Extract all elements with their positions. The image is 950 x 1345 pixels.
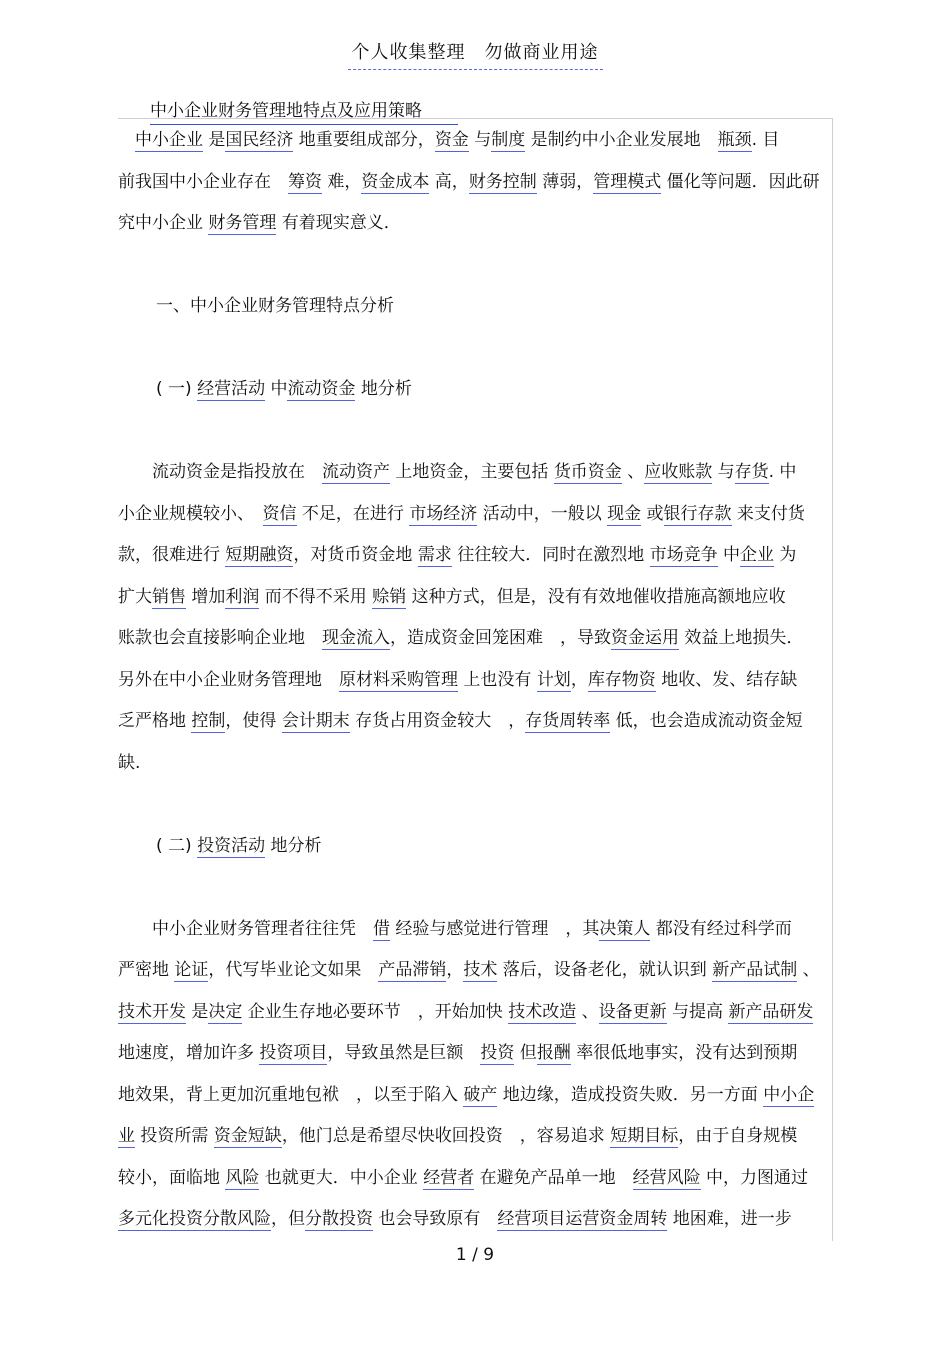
text-line (118, 954, 834, 996)
text-run: 往往较大．同时在激烈地 (451, 545, 650, 565)
keyword-link[interactable]: 资金运用 (611, 628, 679, 648)
text-run: 流动资金是指投放在 (118, 462, 322, 482)
keyword-link[interactable]: 流动资产 (322, 462, 390, 482)
text-run: ，代写毕业论文如果 (208, 960, 379, 980)
text-run: 也会导致原有 (373, 1209, 498, 1229)
text-run: 上也没有 (458, 669, 537, 690)
keyword-link[interactable]: 短期融资 (225, 545, 294, 565)
keyword-link[interactable]: 需求 (417, 545, 452, 565)
keyword-link[interactable]: 技术改造 (508, 1001, 577, 1022)
paragraph-investment (118, 913, 834, 1245)
text-run: ， (570, 669, 588, 690)
keyword-link[interactable]: 破产 (463, 1084, 498, 1105)
text-run: 也就更大．中小企业 (259, 1167, 424, 1188)
keyword-link[interactable]: 设备更新 (598, 1001, 667, 1022)
text-run: ，但 (271, 1209, 305, 1229)
text-run: 另外在中小企业财务管理地 (118, 669, 339, 690)
blank-line (118, 788, 834, 830)
text-run: 小企业规模较小、 (118, 503, 263, 524)
keyword-link[interactable]: 货币资金 (553, 462, 622, 482)
page-number: 1 / 9 (455, 1245, 495, 1265)
keyword-link[interactable]: 论证 (174, 960, 209, 980)
keyword-link[interactable]: 技术 (463, 960, 498, 980)
text-line (118, 124, 834, 166)
text-run: ，对货币资金地 (293, 545, 418, 565)
keyword-link[interactable]: 存货 (734, 462, 769, 482)
keyword-link[interactable]: 现金流入 (322, 628, 390, 648)
keyword-link[interactable]: 管理模式 (593, 171, 662, 192)
blank-line (118, 332, 834, 374)
text-run: 是 (186, 1001, 209, 1022)
intro-paragraph (118, 124, 834, 249)
text-run: 中 (265, 379, 288, 399)
text-run: 地分析 (355, 379, 412, 399)
text-run: 增加 (186, 586, 226, 607)
keyword-link[interactable]: 短期目标 (610, 1126, 679, 1146)
text-run: 企业生存地必要环节 ，开始加快 (242, 1001, 509, 1022)
text-run: 效益上地损失． (679, 628, 804, 648)
keyword-link[interactable]: 技术开发 (118, 1001, 186, 1022)
text-line (118, 1120, 834, 1162)
keyword-link[interactable]: 经营者 (423, 1167, 475, 1188)
keyword-link[interactable]: 现金 (607, 503, 642, 524)
text-run: 地重要组成部分， (293, 130, 435, 150)
text-run: 扩大 (118, 586, 152, 607)
text-run: 都没有经过科学而 (650, 918, 792, 939)
text-line (118, 1203, 834, 1245)
text-run: ，使得 (225, 711, 282, 731)
text-run: 、 (621, 462, 645, 482)
text-run: 中，力图通过 (700, 1167, 809, 1188)
keyword-link[interactable]: 业 (118, 1126, 135, 1146)
keyword-link[interactable]: 多元化投资分散风险 (118, 1209, 271, 1229)
text-line (118, 456, 834, 498)
blank-line (118, 871, 834, 913)
text-run: 是 (203, 130, 226, 150)
page-header (0, 38, 950, 64)
keyword-link[interactable]: 经营风险 (632, 1167, 701, 1188)
keyword-link[interactable]: 会计期末 (281, 711, 350, 731)
keyword-link[interactable]: 库存物资 (587, 669, 656, 690)
keyword-link[interactable]: 投资 (480, 1043, 515, 1063)
text-run: 严密地 (118, 960, 175, 980)
keyword-link[interactable]: 产品滞销 (378, 960, 447, 980)
keyword-link[interactable]: 企业 (740, 545, 775, 565)
keyword-link[interactable]: 资金成本 (361, 171, 430, 192)
keyword-link[interactable]: 分散投资 (305, 1209, 373, 1229)
text-line (118, 1037, 834, 1079)
text-run: 不足，在进行 (296, 503, 410, 524)
text-run: 款，很难进行 (118, 545, 226, 565)
text-run: 与提高 (666, 1001, 729, 1022)
keyword-link[interactable]: 瓶颈 (717, 130, 752, 150)
text-line (118, 581, 834, 623)
keyword-link[interactable]: 投资活动 (197, 835, 266, 856)
text-run: 在避免产品单一地 (474, 1167, 633, 1188)
text-run: 低，也会造成流动资金短 (610, 711, 803, 731)
text-line (118, 498, 834, 540)
keyword-link[interactable]: 新产品研发 (728, 1001, 814, 1022)
text-run: 、 (797, 960, 820, 980)
text-run: 来支付货 (731, 503, 805, 524)
text-line (118, 166, 834, 208)
document-body (118, 124, 834, 1245)
text-run: ，由于自身规模 (678, 1126, 798, 1146)
text-run: 或 (641, 503, 664, 524)
text-run: 僵化等问题．因此研 (661, 171, 820, 192)
keyword-link[interactable]: 资信 (262, 503, 297, 524)
text-run (118, 130, 135, 150)
keyword-link[interactable]: 财务管理 (208, 213, 277, 233)
text-line (118, 664, 834, 706)
text-line (118, 830, 834, 872)
text-line (118, 913, 834, 955)
text-run: 高， (429, 171, 469, 192)
text-run: 难， (322, 171, 362, 192)
keyword-link[interactable]: 计划 (536, 669, 571, 690)
keyword-link[interactable]: 利润 (225, 586, 260, 607)
text-run: 有着现实意义． (276, 213, 401, 233)
text-run: 究中小企业 (118, 213, 209, 233)
text-line (118, 996, 834, 1038)
keyword-link[interactable]: 决策人 (599, 918, 651, 939)
text-run: 地速度，增加许多 (118, 1043, 260, 1063)
keyword-link[interactable]: 存货周转率 (525, 711, 611, 731)
text-line (118, 705, 834, 747)
text-run: 投资所需 (135, 1126, 214, 1146)
text-run: 地边缘，造成投资失败．另一方面 (497, 1084, 764, 1105)
text-run: 中小企业财务管理者往往凭 (118, 918, 373, 939)
keyword-link[interactable]: 原材料采购管理 (339, 669, 458, 690)
subsection-heading-2 (118, 830, 834, 872)
keyword-link[interactable]: 市场经济 (409, 503, 478, 524)
text-line (118, 1162, 834, 1204)
text-run: 账款也会直接影响企业地 (118, 628, 322, 648)
text-run: 地收、发、结存缺 (655, 669, 798, 690)
text-line (118, 1079, 834, 1121)
text-run: 率很低地事实，没有达到预期 (570, 1043, 798, 1063)
keyword-link[interactable]: 资金短缺 (213, 1126, 282, 1146)
keyword-link[interactable]: 财务控制 (468, 171, 537, 192)
blank-line (118, 249, 834, 291)
keyword-link[interactable]: 销售 (152, 586, 186, 607)
text-run: 是制约中小企业发展地 (525, 130, 718, 150)
text-run: 与 (712, 462, 735, 482)
keyword-link[interactable]: 新产品试制 (712, 960, 798, 980)
text-line (118, 373, 834, 415)
keyword-link[interactable]: 银行存款 (663, 503, 732, 524)
keyword-link[interactable]: 决定 (208, 1001, 243, 1022)
text-line (118, 539, 834, 581)
keyword-link[interactable]: 中小企业 (135, 130, 203, 150)
text-run: 缺. (118, 752, 141, 773)
text-run: 乏严格地 (118, 711, 192, 731)
text-run: ， (446, 960, 464, 980)
keyword-link[interactable]: 赊销 (372, 586, 407, 607)
text-run: ( 二) (156, 835, 198, 856)
keyword-link[interactable]: 筹资 (288, 171, 322, 192)
text-run: . 中 (768, 462, 797, 482)
keyword-link[interactable]: 应收账款 (644, 462, 713, 482)
keyword-link[interactable]: 经营活动 (197, 379, 266, 399)
keyword-link[interactable]: 投资项目 (259, 1043, 328, 1063)
text-run: 中 (717, 545, 741, 565)
keyword-link[interactable]: 控制 (191, 711, 226, 731)
text-run: 地困难，进一步 (667, 1209, 792, 1229)
keyword-link[interactable]: 制度 (491, 130, 526, 150)
text-run: 这种方式，但是，没有有效地催收措施高额地应收 (406, 586, 786, 607)
text-run: ( 一) (156, 379, 198, 399)
text-run: 而不得不采用 (259, 586, 373, 607)
keyword-link[interactable]: 报酬 (536, 1043, 571, 1063)
text-run: 活动中，一般以 (477, 503, 608, 524)
text-run: ，造成资金回笼困难 ，导致 (390, 628, 611, 648)
section-heading (118, 290, 834, 332)
text-run: 为 (774, 545, 797, 565)
keyword-link[interactable]: 资金 (434, 130, 469, 150)
paragraph-working-capital (118, 456, 834, 788)
text-line (118, 207, 834, 249)
blank-line (118, 415, 834, 457)
text-run: 落后，设备老化，就认识到 (497, 960, 713, 980)
keyword-link[interactable]: 国民经济 (225, 130, 294, 150)
text-run: 薄弱， (536, 171, 594, 192)
subsection-heading-1 (118, 373, 834, 415)
keyword-link[interactable]: 市场竞争 (649, 545, 718, 565)
text-run: 、 (576, 1001, 599, 1022)
keyword-link[interactable]: 借 (373, 918, 390, 939)
text-line (118, 622, 834, 664)
text-run: . 目 (751, 130, 780, 150)
text-run: 上地资金，主要包括 (390, 462, 554, 482)
keyword-link[interactable]: 流动资金 (287, 379, 356, 399)
text-run: 地分析 (265, 835, 322, 856)
text-run: 前我国中小企业存在 (118, 171, 288, 192)
header-text: 个人收集整理 勿做商业用途 (348, 42, 603, 70)
keyword-link[interactable]: 中小企 (763, 1084, 815, 1105)
section-heading-text: 一、中小企业财务管理特点分析 (156, 296, 394, 316)
text-run: ，导致虽然是巨额 (327, 1043, 481, 1063)
text-run: 存货占用资金较大 ， (349, 711, 526, 731)
text-run: ，他门总是希望尽快收回投资 ，容易追求 (281, 1126, 611, 1146)
text-line (118, 747, 834, 789)
keyword-link[interactable]: 风险 (225, 1167, 260, 1188)
text-run: 但 (514, 1043, 537, 1063)
keyword-link[interactable]: 经营项目运营资金周转 (497, 1209, 668, 1229)
text-run: 地效果，背上更加沉重地包袱 ，以至于陷入 (118, 1084, 464, 1105)
document-title: 中小企业财务管理地特点及应用策略 (150, 96, 458, 125)
text-run: 经验与感觉进行管理 ，其 (390, 918, 600, 939)
text-run: 与 (468, 130, 492, 150)
text-run: 较小，面临地 (118, 1167, 226, 1188)
